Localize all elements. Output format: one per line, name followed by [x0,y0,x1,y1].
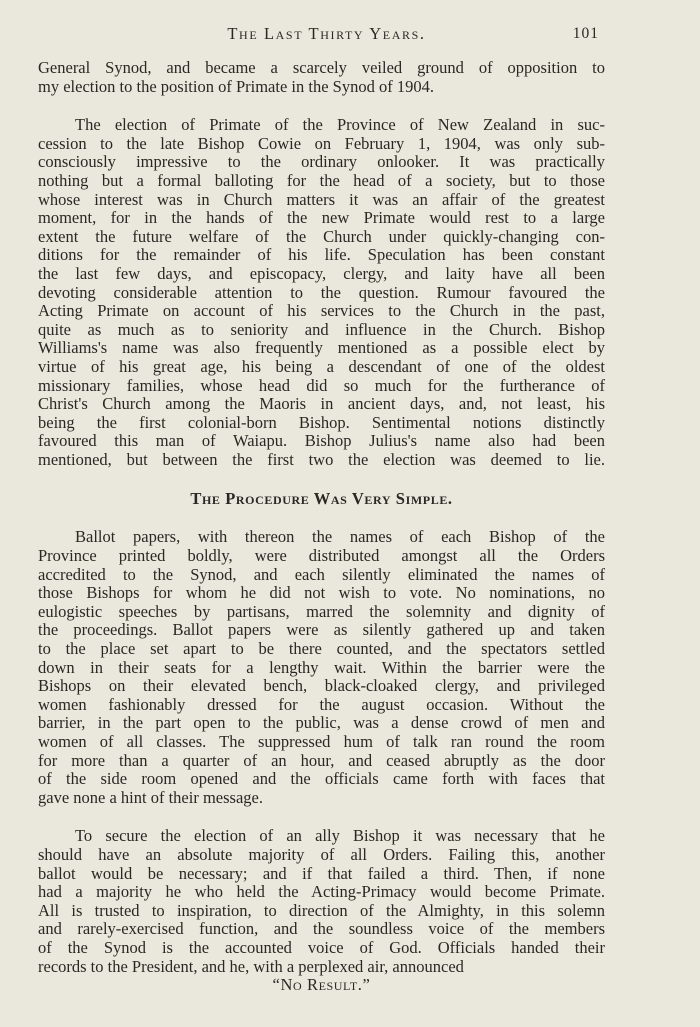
page-number: 101 [572,25,599,42]
running-title: The Last Thirty Years. [227,24,426,43]
text-line: To secure the election of an ally Bishop it was necessary that he [75,826,605,846]
paragraph-majority-rule [38,827,605,976]
text-line: devoting considerable attention to the question. Rumour favoured the [38,282,605,302]
text-line: the proceedings. Ballot papers were as silently gathered up and taken [38,620,605,640]
text-line: records to the President, and he, with a perplexed air, announced [38,956,464,976]
text-line: cession to the late Bishop Cowie on February 1, 1904, was only sub- [38,133,605,153]
text-line: Williams's name was also frequently mentioned as a possible elect by [38,338,605,358]
text-line: General Synod, and became a scarcely veiled ground of opposition to [38,58,605,77]
paragraph-continuation [38,59,605,96]
text-line: those Bishops for whom he did not wish to vote. No nominations, no [38,583,605,603]
text-line: whose interest was in Church matters it was an affair of the greatest [38,189,605,209]
text-line: accredited to the Synod, and each silently eliminated the names of [38,564,605,584]
text-line: for more than a quarter of an hour, and ceased abruptly as the door [38,750,605,770]
text-line: Bishops on their elevated bench, black-cloaked clergy, and privileged [38,676,605,696]
text-line: had a majority he who held the Acting-Primacy would become Primate. [38,882,605,902]
text-line: missionary families, whose head did so much for the furtherance of [38,375,605,395]
text-line: consciously impressive to the ordinary onlooker. It was practically [38,152,605,172]
text-line: Christ's Church among the Maoris in ancient days, and, not least, his [38,394,605,414]
text-line: women fashionably dressed for the august occasion. Without the [38,694,605,714]
text-line: mentioned, but between the first two the election was deemed to lie. [38,449,605,469]
text-line: to the place set apart to be there counted, and the spectators settled [38,639,605,659]
text-line: women of all classes. The suppressed hum of talk ran round the room [38,732,605,751]
closing-announcement: “No Result.” [272,975,371,995]
text-line: Province printed boldly, were distributed amongst all the Orders [38,546,605,566]
paragraph-primate-election [38,116,605,469]
text-line: The election of Primate of the Province of New Zealand in suc- [75,115,605,135]
text-line: extent the future welfare of the Church under quickly-changing con- [38,226,605,246]
text-line: ditions for the remainder of his life. Speculation has been constant [38,245,605,265]
section-heading: The Procedure Was Very Simple. [190,489,453,509]
text-line: my election to the position of Primate in the Synod of 1904. [38,76,434,96]
text-line: Acting Primate on account of his services to the Church in the past, [38,301,605,321]
text-line: down in their seats for a lengthy wait. Within the barrier were the [38,657,605,677]
text-line: nothing but a formal balloting for the head of a society, but to those [38,170,605,190]
paragraph-ballot-procedure [38,528,605,807]
text-line: the last few days, and episcopacy, clergy, and laity have all been [38,263,605,283]
text-line: All is trusted to inspiration, to direction of the Almighty, in this solemn [38,900,605,920]
book-page [38,22,605,995]
text-line: favoured this man of Waiapu. Bishop Julius's name also had been [38,431,605,451]
text-line: Ballot papers, with thereon the names of each Bishop of the [75,527,605,547]
text-line: quite as much as to seniority and influence in the Church. Bishop [38,319,605,339]
text-line: ballot would be necessary; and if that failed a third. Then, if none [38,863,605,883]
text-line: gave none a hint of their message. [38,787,263,807]
text-line: being the first colonial-born Bishop. Sentimental notions distinctly [38,412,605,432]
text-line: of the Synod is the accounted voice of God. Officials handed their [38,937,605,957]
text-line: eulogistic speeches by partisans, marred the solemnity and dignity of [38,601,605,621]
text-line: of the side room opened and the officials came forth with faces that [38,769,605,789]
text-line: barrier, in the part open to the public, was a dense crowd of men and [38,713,605,733]
text-line: and rarely-exercised function, and the soundless voice of the members [38,919,605,939]
text-line: moment, for in the hands of the new Primate would rest to a large [38,208,605,228]
text-line: should have an absolute majority of all Orders. Failing this, another [38,844,605,864]
running-header [38,22,605,46]
text-line: virtue of his great age, his being a descendant of one of the oldest [38,356,605,376]
